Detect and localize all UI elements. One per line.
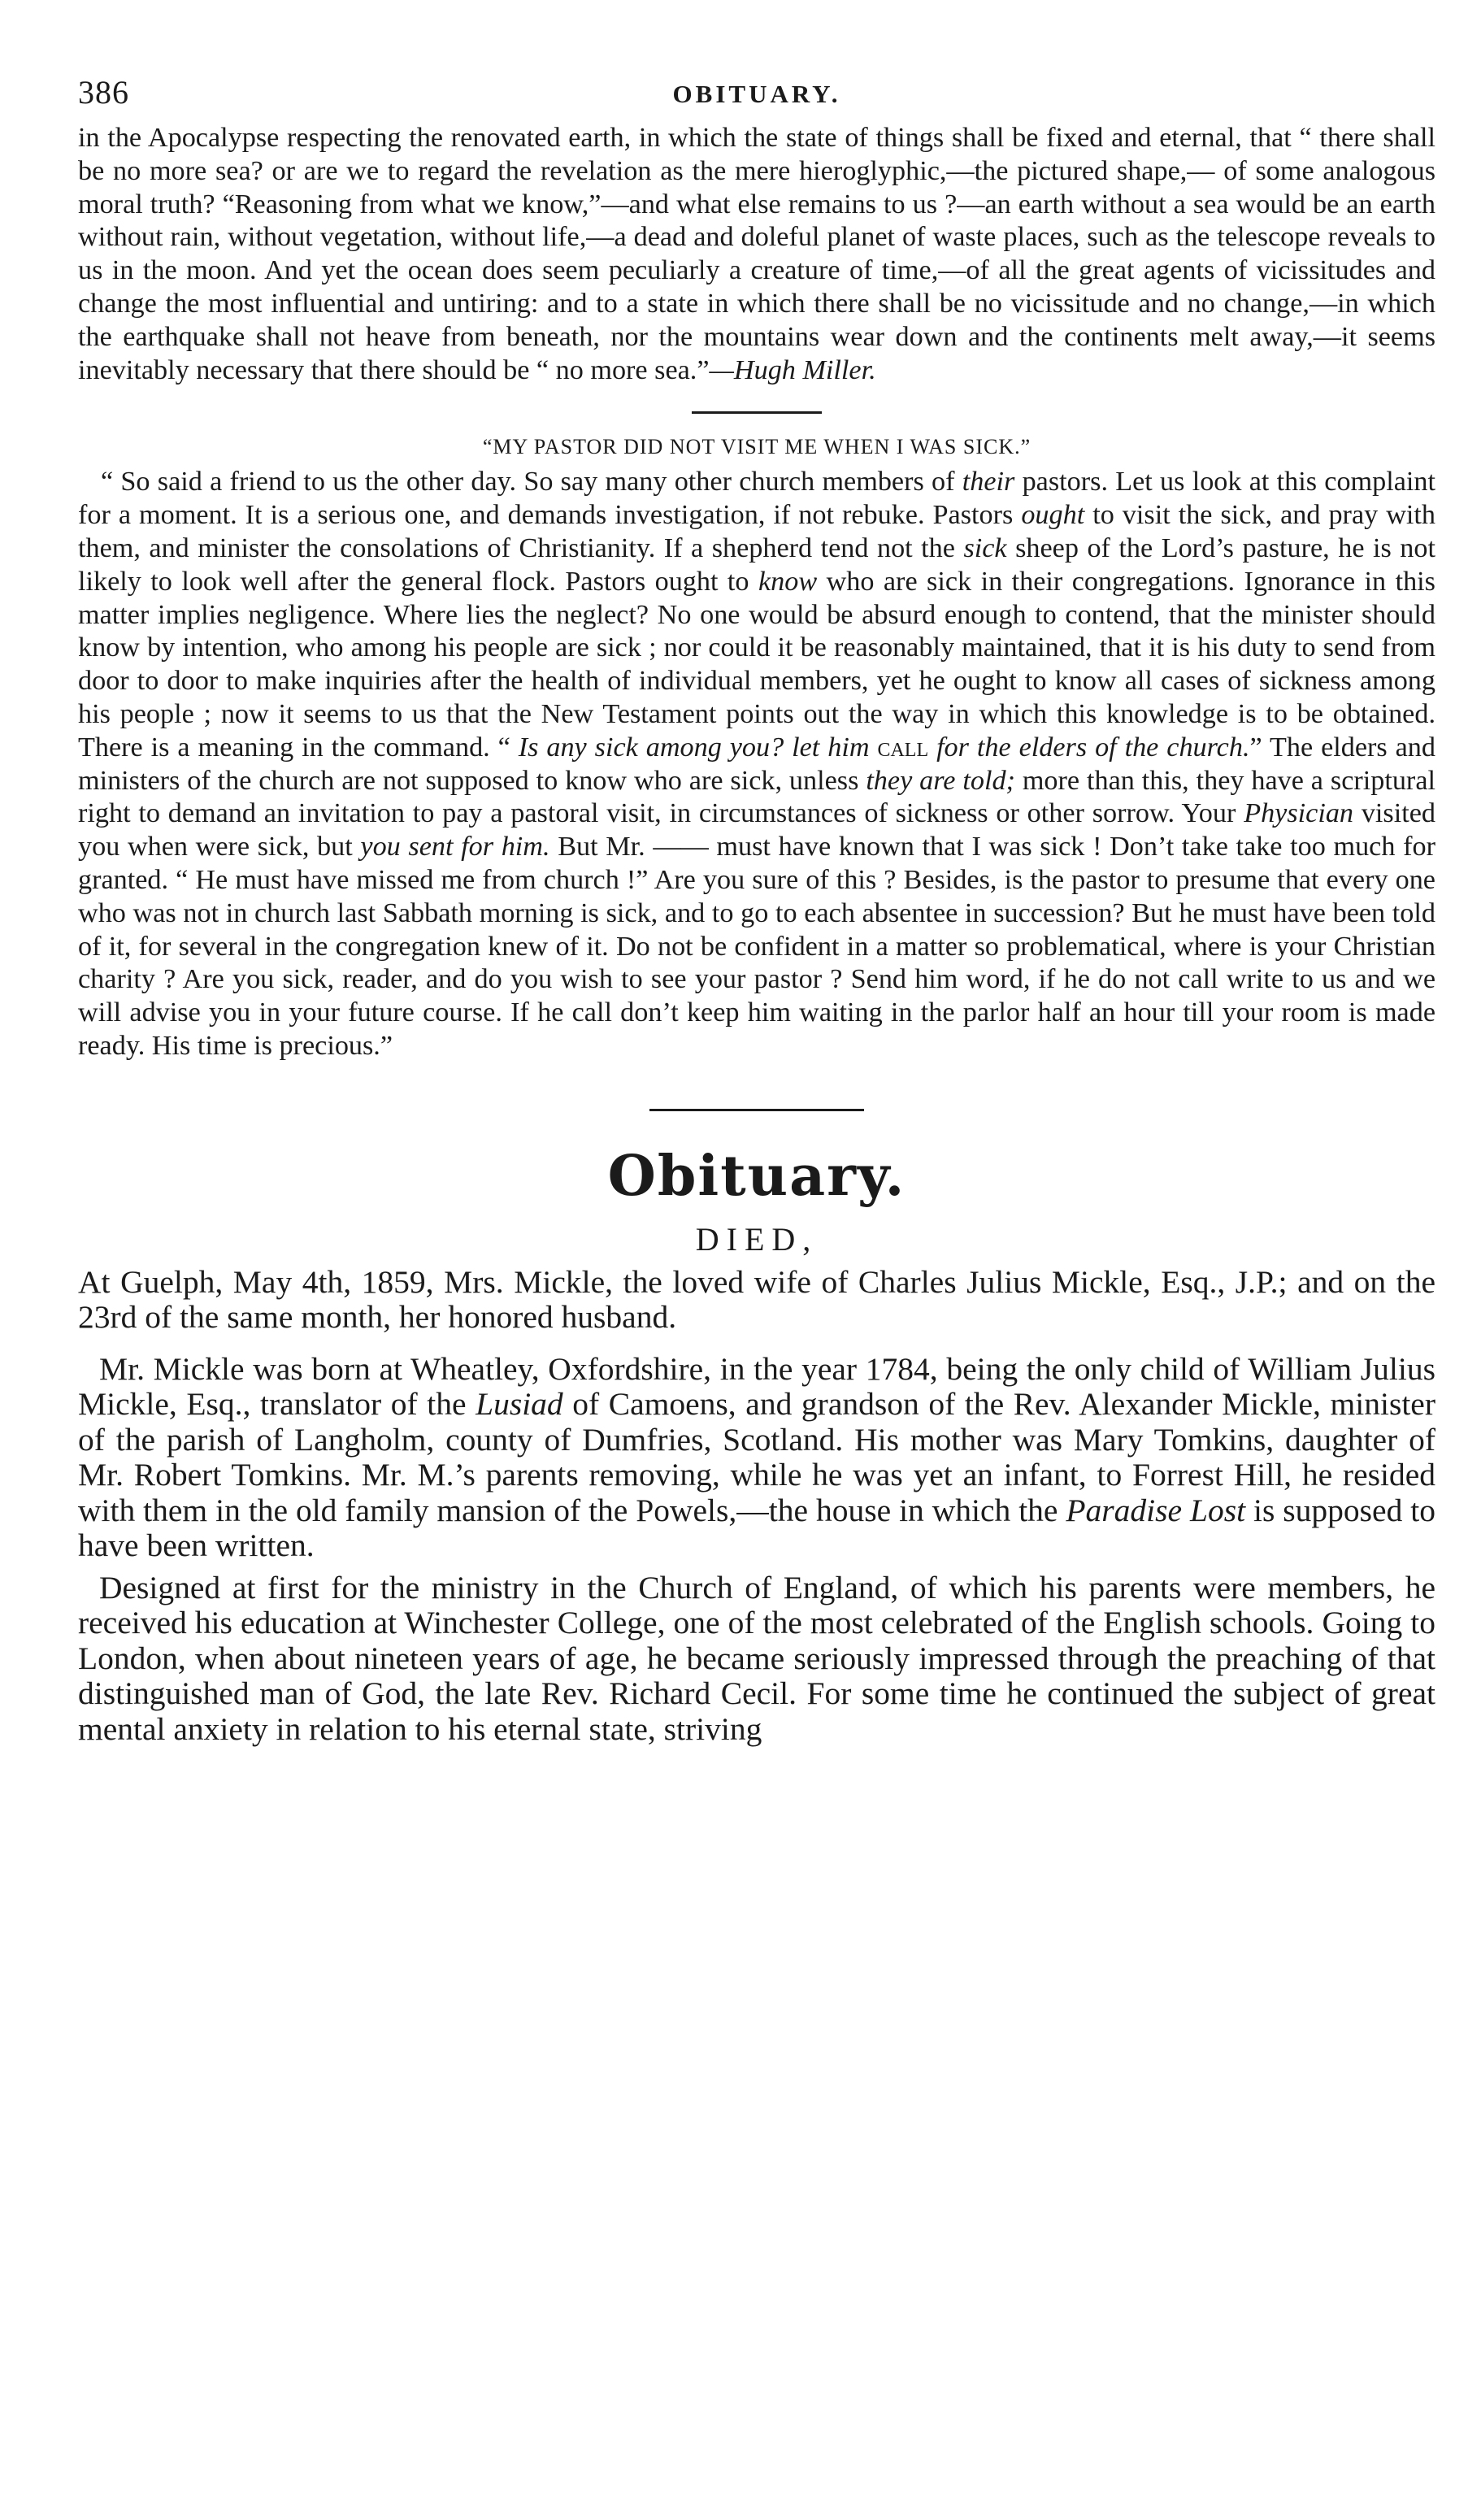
italic-run: for the elders of the church. [936,732,1250,763]
italic-run: Lusiad [476,1386,563,1423]
paragraph-gap [78,1336,1435,1352]
italic-run: Paradise Lost [1066,1492,1246,1528]
italic-run: Is any sick among you? let him [518,732,870,763]
text-run: sheep of the Lord’s pasture, he is not likely to look well after the general flock. Pastors ought to [78,532,1435,597]
miller-passage-body: in the Apocalypse respecting the renovated earth, in which the state of things shall be fixed and eternal, that “ there shall be no more sea? or are we to regard the revelation as the mere hieroglyphic,—the pictured shape,— of some analogous moral truth? “Reasoning from what we know,”—and what else remains to us ?—an earth without a sea would be an earth without rain, without vegetation, without life,—a dead and doleful planet of waste places, such as the telescope reveals to us in the moon. And yet the ocean does seem peculiarly a creature of time,—of all the great agents of vicissitudes and change the most influential and untiring: and to a state in which there shall be no vicissitude and no change,—in which the earthquake shall not heave from beneath, nor the mountains wear down and the continents melt away,—it seems inevitably necessary that there should be “ no more sea.” [78,123,1435,385]
text-run: pastors. Let us look at this complaint for a moment. It is a serious one, and demands investigation, if not rebuke. Pastors [78,467,1436,531]
italic-run: you sent for him. [360,832,550,862]
text-run: to visit the sick, and pray with them, and minister the consolations of Christianity. If a shepherd tend not the [78,500,1435,563]
death-notice: At Guelph, May 4th, 1859, Mrs. Mickle, the loved wife of Charles Julius Mickle, Esq., J.P.; and on the 23rd of the same month, her honored husband. [78,1263,1435,1336]
obituary-paragraph [78,1352,1435,1564]
text-run: more than this, they have a scriptural right to demand an invitation to pay a pastoral visit, in circumstances of sickness or other sorrow. Your [78,765,1435,829]
text-run: of Camoens, and grandson of the Rev. Alexander Mickle, minister of the parish of Langholm, county of Dumfries, Scotland. His mother was Mary Tomkins, daughter of Mr. Robert Tomkins. Mr. M.’s parents removing, while he was yet an infant, to Forrest Hill, he resided with them in the old family mansion of the Powels,—the house in which the [78,1386,1435,1528]
italic-run: they are told; [866,765,1015,796]
pastor-article-heading: “MY PASTOR DID NOT VISIT ME WHEN I WAS SICK.” [482,435,1031,459]
section-divider [692,411,822,414]
text-run: ” The elders and ministers of the church are not supposed to know who are sick, unless [78,732,1435,796]
book-page [78,73,1435,2479]
italic-run: their [962,467,1015,497]
text-run: “ So said a friend to us the other day. So say many other church members of [101,467,962,497]
text-run: But Mr. —— must have known that I was sick ! Don’t take take too much for granted. “ He must have missed me from church !” Are you sure of this ? Besides, is the pastor to presume that every one who was not in church last Sabbath morning is sick, and to go to each absentee in succession? But he must have been told of it, for several in the congregation knew of it. Do not be confident in a matter so problematical, where is your Christian charity ? Are you sick, reader, and do you wish to see your pastor ? Send him word, if he do not call write to us and we will advise you in your future course. If he call don’t keep him waiting in the parlor half an hour till your room is made ready. His time is precious.” [78,832,1435,1061]
text-run: who are sick in their congregations. Ignorance in this matter implies negligence. Where lies the neglect? No one would be absurd enough to contend, that the minister should know by intention, who among his people are sick ; nor could it be reasonably maintained, that it is his duty to send from door to door to make inquiries after the health of individual members, yet he ought to know all cases of sickness among his people ; now it seems to us that the New Testament points out the way in which this knowledge is to be obtained. There is a meaning in the command. “ [78,566,1435,763]
obituary-paragraph: Designed at first for the ministry in the Church of England, of which his parents were members, he received his education at Winchester College, one of the most celebrated of the English schools. Going to London, when about nineteen years of age, he became seriously impressed through the preaching of that distinguished man of God, the late Rev. Richard Cecil. For some time he continued the subject of great mental anxiety in relation to his eternal state, striving [78,1569,1435,1747]
section-divider [649,1109,864,1111]
running-title: OBITUARY. [672,80,841,108]
died-heading: DIED, [695,1220,819,1258]
running-head [78,73,1435,122]
miller-passage [78,122,1435,387]
italic-run: Physician [1244,798,1354,829]
italic-run: know [758,566,818,597]
miller-attribution: —Hugh Miller. [709,354,876,385]
pastor-article-body [78,466,1435,1062]
page-number: 386 [78,74,129,111]
text-run: visited you when were sick, but [78,798,1435,862]
text-run: Mr. Mickle was born at Wheatley, Oxfordshire, in the year 1784, being the only child of William Julius Mickle, Esq., translator of the [78,1350,1435,1423]
text-run: is supposed to have been written. [78,1492,1435,1564]
italic-run: ought [1021,500,1085,531]
obituary-title: Obituary. [607,1143,906,1209]
small-caps-run: call [877,732,929,763]
italic-run: sick [963,532,1007,563]
